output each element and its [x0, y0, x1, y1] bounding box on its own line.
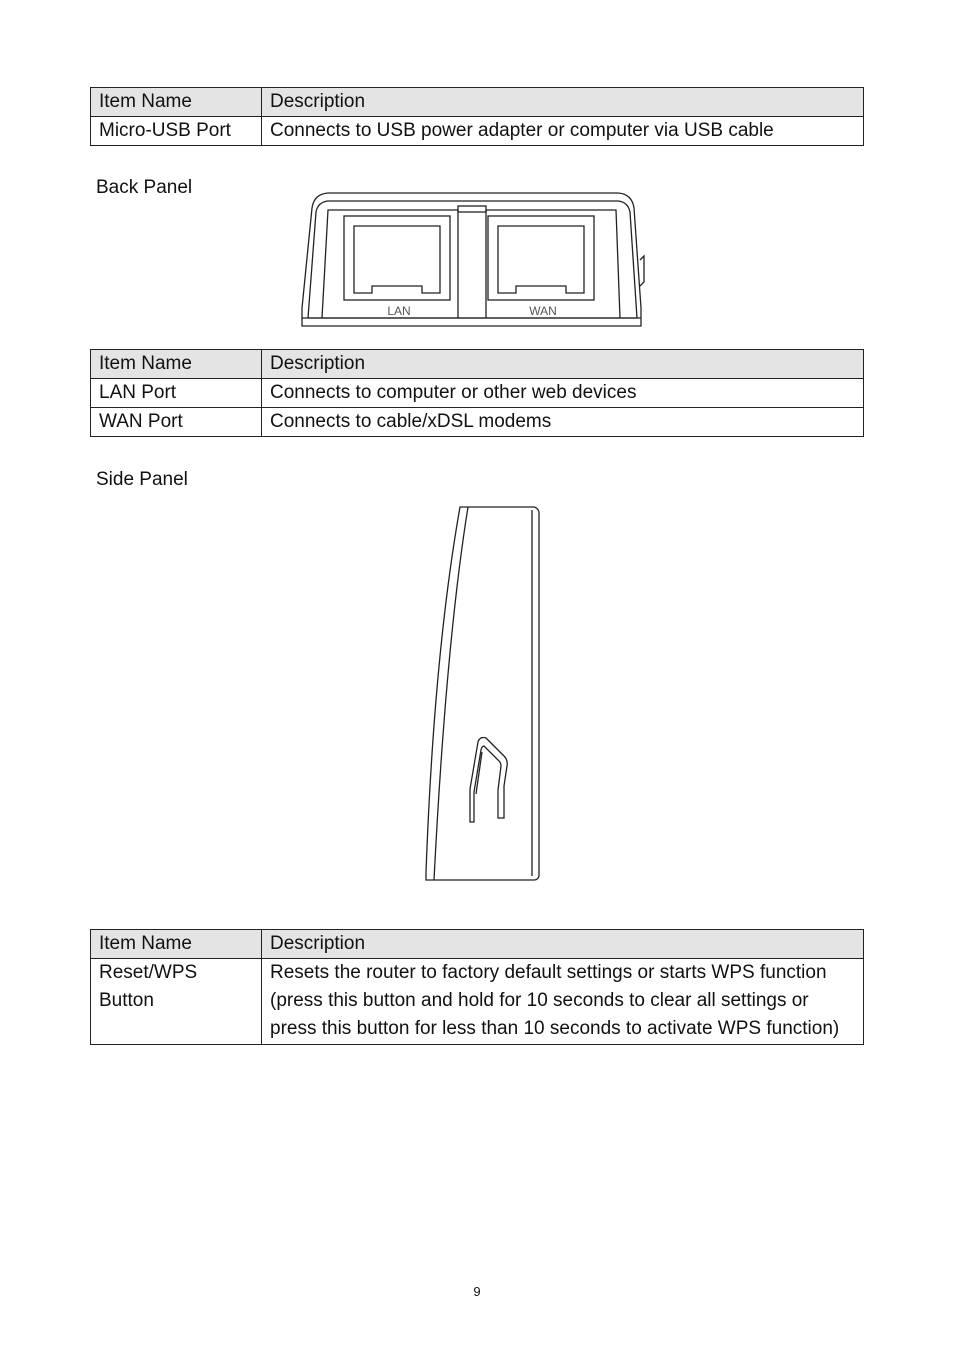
table-row: [91, 408, 864, 437]
wan-label: WAN: [529, 304, 557, 318]
header-item-name: Item Name: [91, 930, 262, 959]
wan-port-icon: [488, 216, 594, 300]
item-name-cell: WAN Port: [91, 408, 262, 437]
table-row: [91, 959, 864, 1045]
header-description: Description: [262, 88, 864, 117]
lan-port-icon: [344, 216, 450, 300]
side-panel-table: [90, 929, 864, 1045]
front-panel-table: [90, 87, 864, 146]
header-description: Description: [262, 350, 864, 379]
back-panel-diagram: [300, 190, 646, 330]
description-cell: Connects to computer or other web devices: [262, 379, 864, 408]
item-name-text: Reset/WPS Button: [99, 962, 198, 1011]
description-cell: Connects to cable/xDSL modems: [262, 408, 864, 437]
item-name-cell: Micro-USB Port: [91, 117, 262, 146]
table-row: [91, 117, 864, 146]
back-panel-table: [90, 349, 864, 437]
reset-wps-button-icon: [470, 738, 507, 823]
table-row: [91, 379, 864, 408]
page-number: 9: [473, 1284, 481, 1299]
table-header-row: [91, 350, 864, 379]
header-item-name: Item Name: [91, 350, 262, 379]
header-item-name: Item Name: [91, 88, 262, 117]
header-description: Description: [262, 930, 864, 959]
table-header-row: [91, 88, 864, 117]
side-panel-caption: Side Panel: [96, 469, 188, 490]
back-panel-caption: Back Panel: [96, 177, 193, 198]
item-name-cell: LAN Port: [91, 379, 262, 408]
side-panel-diagram: [420, 504, 546, 884]
description-cell: Connects to USB power adapter or computer via USB cable: [262, 117, 864, 146]
item-name-cell: [91, 959, 262, 1045]
description-cell: Resets the router to factory default settings or starts WPS function (press this button and hold for 10 seconds to clear all settings or press this button for less than 10 seconds to activate WPS function): [262, 959, 864, 1045]
table-header-row: [91, 930, 864, 959]
lan-label: LAN: [387, 304, 411, 318]
